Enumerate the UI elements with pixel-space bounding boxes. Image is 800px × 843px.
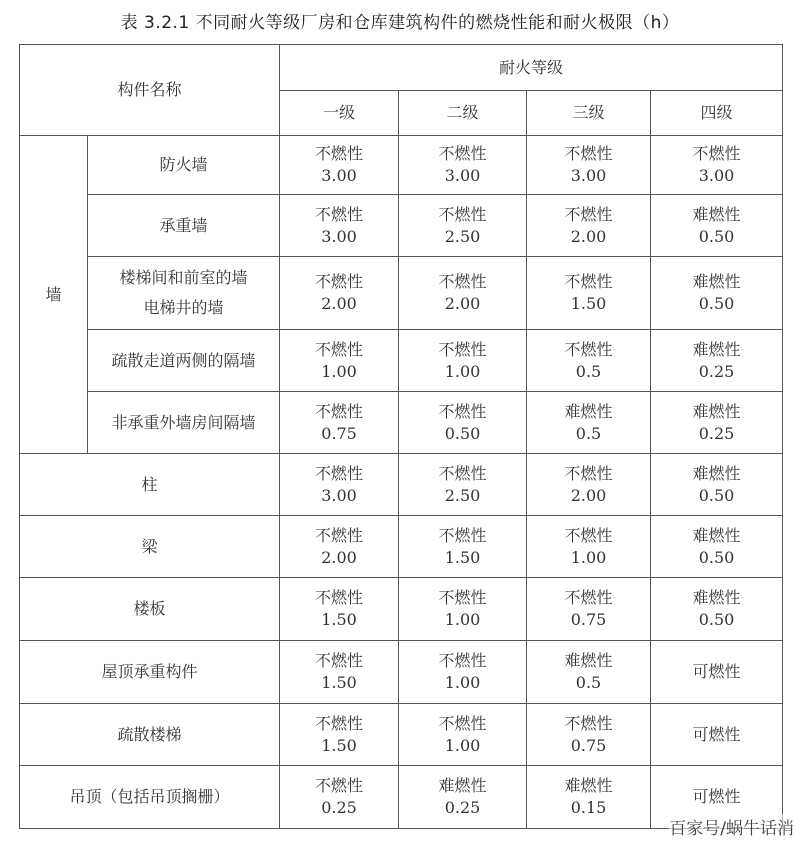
fire-limit-value: 1.00 (321, 361, 357, 381)
combustibility-text: 难燃性 (692, 401, 741, 421)
combustibility-text: 不燃性 (438, 339, 487, 359)
combustibility-text: 不燃性 (315, 525, 364, 545)
grade-4-header: 四级 (651, 91, 783, 136)
grade-1-cell (280, 704, 399, 766)
fire-limit-value: 0.50 (698, 226, 735, 246)
fire-limit-value: 0.75 (570, 610, 607, 629)
combustibility-text: 不燃性 (564, 463, 613, 483)
grade-4-cell (651, 195, 783, 257)
combustibility-text: 不燃性 (315, 339, 364, 359)
fire-limit-value: 0.5 (575, 423, 602, 443)
grade-3-cell (527, 704, 651, 766)
combustibility-text: 不燃性 (438, 588, 487, 607)
table-row (20, 330, 783, 392)
grade-2-cell (399, 195, 527, 257)
grade-2-cell (399, 454, 527, 516)
combustibility-text: 不燃性 (564, 272, 613, 291)
combustibility-text: 不燃性 (564, 525, 613, 545)
fire-rating-header: 耐火等级 (280, 45, 783, 91)
combustibility-text: 不燃性 (315, 401, 364, 421)
fire-limit-value: 0.50 (444, 423, 481, 443)
fire-limit-value: 1.00 (570, 547, 607, 567)
fire-limit-value: 0.75 (321, 423, 357, 443)
combustibility-text: 不燃性 (438, 525, 487, 545)
combustibility-text: 不燃性 (315, 272, 364, 291)
table-title: 表 3.2.1 不同耐火等级厂房和仓库建筑构件的燃烧性能和耐火极限（h） (120, 13, 680, 33)
fire-limit-value: 2.50 (444, 226, 481, 246)
fire-limit-value: 0.25 (698, 361, 735, 381)
grade-2-cell (399, 641, 527, 704)
table-row (20, 257, 783, 330)
grade-3-cell (527, 578, 651, 641)
grade-1-cell (280, 195, 399, 257)
fire-limit-value: 1.50 (321, 735, 357, 755)
grade-1-cell (280, 330, 399, 392)
combustibility-text: 难燃性 (692, 463, 741, 483)
component-name (88, 195, 280, 257)
fire-limit-value: 1.50 (321, 673, 357, 692)
fire-limit-value: 1.00 (444, 610, 481, 629)
fire-limit-value: 1.50 (321, 610, 357, 629)
combustibility-text: 不燃性 (564, 588, 613, 607)
table-row (20, 392, 783, 454)
combustibility-text: 不燃性 (438, 651, 487, 670)
combustibility-text: 不燃性 (438, 144, 487, 163)
combustibility-text: 可燃性 (692, 662, 741, 681)
fire-limit-value: 0.25 (444, 798, 481, 817)
table-row (20, 195, 783, 257)
combustibility-text: 难燃性 (692, 204, 741, 224)
grade-3-cell (527, 392, 651, 454)
combustibility-text: 不燃性 (564, 713, 613, 733)
component-name-line: 楼梯间和前室的墙 (119, 268, 248, 287)
component-name: 柱 (20, 454, 280, 516)
component-name-line: 承重墙 (159, 215, 208, 235)
component-name (88, 330, 280, 392)
fire-limit-value: 0.50 (698, 485, 735, 505)
combustibility-text: 难燃性 (692, 525, 741, 545)
grade-4-cell (651, 516, 783, 578)
fire-limit-value: 0.15 (570, 798, 607, 817)
fire-limit-value: 3.00 (698, 166, 735, 185)
combustibility-text: 不燃性 (564, 339, 613, 359)
grade-1-cell (280, 454, 399, 516)
fire-limit-value: 0.75 (570, 735, 607, 755)
combustibility-text: 不燃性 (692, 144, 741, 163)
fire-resistance-table (19, 44, 783, 829)
combustibility-text: 难燃性 (564, 651, 613, 670)
table-row (20, 641, 783, 704)
grade-1-cell (280, 766, 399, 829)
grade-1-cell (280, 136, 399, 195)
component-name-line: 电梯井的墙 (143, 298, 224, 317)
table-row (20, 454, 783, 516)
grade-1-cell (280, 516, 399, 578)
grade-4-cell (651, 136, 783, 195)
fire-limit-value: 1.00 (444, 673, 481, 692)
component-name: 楼板 (20, 578, 280, 641)
combustibility-text: 难燃性 (564, 776, 613, 795)
combustibility-text: 难燃性 (692, 339, 741, 359)
combustibility-text: 不燃性 (438, 272, 487, 291)
component-name: 梁 (20, 516, 280, 578)
fire-limit-value: 0.50 (698, 610, 735, 629)
component-name (88, 392, 280, 454)
fire-limit-value: 0.50 (698, 294, 735, 313)
fire-limit-value: 2.00 (321, 294, 357, 313)
combustibility-text: 难燃性 (692, 272, 741, 291)
grade-2-header: 二级 (399, 91, 527, 136)
fire-limit-value: 0.50 (698, 547, 735, 567)
table-row (20, 704, 783, 766)
grade-2-cell (399, 578, 527, 641)
fire-limit-value: 0.5 (575, 361, 602, 381)
fire-limit-value: 3.00 (321, 226, 357, 246)
grade-1-header: 一级 (280, 91, 399, 136)
grade-4-cell (651, 578, 783, 641)
fire-limit-value: 1.50 (570, 294, 607, 313)
grade-2-cell (399, 704, 527, 766)
fire-limit-value: 1.00 (444, 735, 481, 755)
grade-3-cell (527, 641, 651, 704)
grade-4-cell (651, 641, 783, 704)
grade-4-cell (651, 704, 783, 766)
combustibility-text: 不燃性 (315, 463, 364, 483)
combustibility-text: 不燃性 (315, 144, 364, 163)
combustibility-text: 不燃性 (315, 713, 364, 733)
fire-limit-value: 2.00 (321, 547, 357, 567)
grade-1-cell (280, 392, 399, 454)
combustibility-text: 可燃性 (692, 787, 741, 806)
table-row (20, 578, 783, 641)
combustibility-text: 不燃性 (315, 588, 364, 607)
fire-limit-value: 2.00 (444, 294, 481, 313)
combustibility-text: 不燃性 (438, 463, 487, 483)
grade-3-header: 三级 (527, 91, 651, 136)
grade-2-cell (399, 257, 527, 330)
fire-limit-value: 3.00 (321, 166, 357, 185)
fire-limit-value: 0.5 (575, 673, 602, 692)
fire-limit-value: 0.25 (698, 423, 735, 443)
grade-3-cell (527, 766, 651, 829)
fire-limit-value: 1.00 (444, 361, 481, 381)
combustibility-text: 可燃性 (692, 724, 741, 744)
grade-3-cell (527, 516, 651, 578)
combustibility-text: 不燃性 (564, 204, 613, 224)
fire-limit-value: 2.50 (444, 485, 481, 505)
grade-2-cell (399, 516, 527, 578)
combustibility-text: 难燃性 (692, 588, 741, 607)
component-name-line: 防火墙 (159, 155, 208, 174)
grade-4-cell (651, 330, 783, 392)
grade-1-cell (280, 578, 399, 641)
component-name (88, 257, 280, 330)
grade-3-cell (527, 330, 651, 392)
wall-group-label: 墙 (20, 136, 88, 454)
combustibility-text: 难燃性 (438, 776, 487, 795)
table-row (20, 516, 783, 578)
combustibility-text: 不燃性 (315, 204, 364, 224)
grade-2-cell (399, 766, 527, 829)
grade-2-cell (399, 136, 527, 195)
grade-1-cell (280, 641, 399, 704)
grade-2-cell (399, 392, 527, 454)
fire-limit-value: 3.00 (321, 485, 357, 505)
combustibility-text: 不燃性 (315, 776, 364, 795)
table-row (20, 766, 783, 829)
table-row (20, 136, 783, 195)
combustibility-text: 不燃性 (438, 713, 487, 733)
combustibility-text: 不燃性 (564, 144, 613, 163)
watermark: 百家号/蜗牛话消 (669, 814, 794, 839)
fire-limit-value: 0.25 (321, 798, 357, 817)
fire-limit-value: 2.00 (570, 485, 607, 505)
fire-limit-value: 2.00 (570, 226, 607, 246)
component-name (88, 136, 280, 195)
grade-4-cell (651, 454, 783, 516)
grade-3-cell (527, 454, 651, 516)
grade-4-cell (651, 392, 783, 454)
grade-3-cell (527, 136, 651, 195)
component-name: 疏散楼梯 (20, 704, 280, 766)
component-name: 屋顶承重构件 (20, 641, 280, 704)
grade-4-cell (651, 257, 783, 330)
grade-2-cell (399, 330, 527, 392)
fire-limit-value: 3.00 (570, 166, 607, 185)
combustibility-text: 难燃性 (564, 401, 613, 421)
grade-1-cell (280, 257, 399, 330)
component-name: 吊顶（包括吊顶搁栅） (20, 766, 280, 829)
combustibility-text: 不燃性 (438, 204, 487, 224)
fire-limit-value: 3.00 (444, 166, 481, 185)
component-name-line: 疏散走道两侧的隔墙 (111, 350, 256, 370)
combustibility-text: 不燃性 (315, 651, 364, 670)
component-name-header: 构件名称 (20, 45, 280, 136)
combustibility-text: 不燃性 (438, 401, 487, 421)
fire-limit-value: 1.50 (444, 547, 481, 567)
grade-3-cell (527, 257, 651, 330)
component-name-line: 非承重外墙房间隔墙 (111, 412, 256, 432)
grade-3-cell (527, 195, 651, 257)
